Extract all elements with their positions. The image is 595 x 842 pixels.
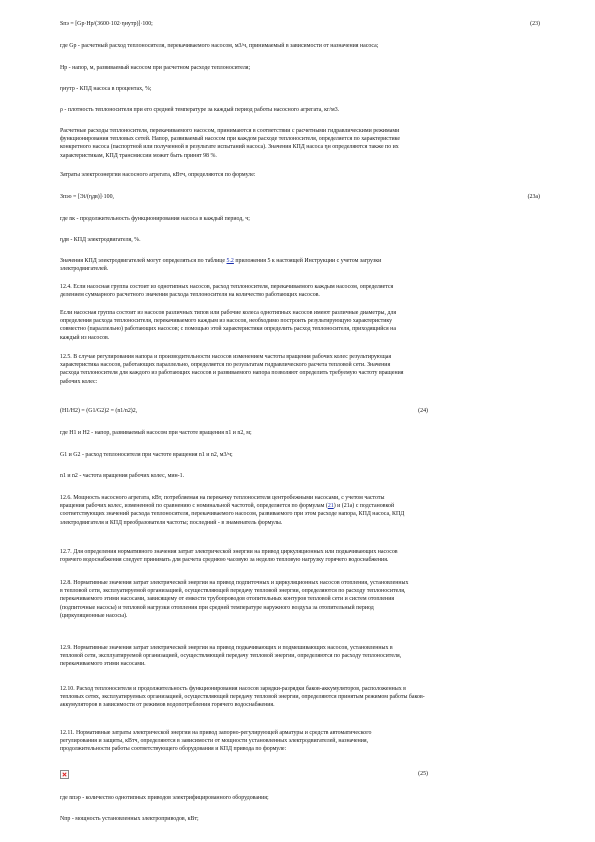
text-line: в тепловой сети, эксплуатируемой организацией, осуществляющей передачу тепловой энергии, определяются по расходу теплоносителя, xyxy=(60,588,406,595)
paragraph-12-4 xyxy=(60,283,540,299)
paragraph-gr-definition: где Gр - расчетный расход теплоносителя, перекачиваемого насосом, м3/ч, принимаемый в зависимости от назначения насоса; xyxy=(60,43,379,49)
text-line: расхода теплоносителя для каждого из работающих насосов и развиваемого напора позволяют определить требуемую частоту вращения xyxy=(60,370,404,377)
text-line: электродвигателя и КПД преобразователя частоты; последний - в знаменатель формулы. xyxy=(60,519,283,526)
paragraph-hr-definition: Hр - напор, м, развиваемый насосом при расчетном расходе теплоносителя; xyxy=(60,65,251,71)
paragraph-12-10 xyxy=(60,685,540,710)
paragraph-flow-definition: G1 и G2 - расход теплоносителя при частоте вращения n1 и n2, м3/ч; xyxy=(60,452,233,458)
paragraph-12-5 xyxy=(60,353,540,386)
equation-24-number: (24) xyxy=(418,408,428,414)
text-fragment: вращения рабочих колес, измененной по сравнению с номинальной частотой, определяется по формулам ( xyxy=(60,503,328,510)
equation-25-number: (25) xyxy=(418,771,428,777)
text-line: электродвигателей. xyxy=(60,266,109,273)
paragraph-energy-formula-intro: Затраты электроэнергии насосного агрегата, кВтч, определяются по формуле: xyxy=(60,172,256,178)
paragraph-head-definition: где H1 и H2 - напор, развиваемый насосом при частоте вращения n1 и n2, м; xyxy=(60,430,252,436)
equation-23a-number: (23а) xyxy=(527,194,540,200)
text-line: перекачиваемого этими насосами, зависящему от емкости трубопроводов отопительных контуров тепловой сети и систем отопления xyxy=(60,596,395,603)
paragraph-motor-table-reference xyxy=(60,257,540,273)
text-line: (подпиточные насосы) и тепловой нагрузки отопления при средней температуре наружного воздуха за отопительный период xyxy=(60,604,374,611)
text-line: определения расхода теплоносителя, перекачиваемого каждым из насосов, необходимо построить результирующую характеристику xyxy=(60,318,393,325)
text-line: соответствующих значений расхода теплоносителя, перекачиваемого насосом, развиваемого при этом расходе напора, КПД насоса, КПД xyxy=(60,511,405,518)
text-fragment: приложения 5 к настоящей Инструкции с учетом загрузки xyxy=(233,258,382,264)
formula-21-link[interactable]: 21 xyxy=(327,503,334,510)
text-line: совместно (параллельно) работающих насосов; с помощью этой характеристики определить расход теплоносителя, приходящийся на xyxy=(60,326,396,333)
broken-image-icon xyxy=(60,770,69,779)
paragraph-duration-definition: где nк - продолжительность функционирования насоса в каждый период, ч; xyxy=(60,216,250,222)
text-line: перекачиваемого этими насосами. xyxy=(60,661,146,668)
equation-23-formula: Sпэ = [Gр·Hр/(3600·102·ηнутр)]·100; xyxy=(60,21,153,27)
text-line: характеристикам, КПД трансмиссии может быть принят 98 %. xyxy=(60,152,217,159)
text-fragment: ) и (21а) с подстановкой xyxy=(333,503,395,510)
paragraph-drive-power: Nпр - мощность установленных электроприводов, кВт; xyxy=(60,816,199,822)
paragraph-motor-efficiency: ηдв - КПД электродвигателя, %. xyxy=(60,237,141,243)
text-line: Расчетные расходы теплоносителя, перекачиваемого насосом, принимаются в соответствии с расчетными гидравлическими режимами xyxy=(60,128,400,134)
text-line: делением суммарного расчетного значения расхода теплоносителя на количество работающих насосов. xyxy=(60,292,320,299)
equation-24-formula: (H1/H2) = (G1/G2)2 = (n1/n2)2, xyxy=(60,408,138,414)
text-line: функционирования тепловых сетей. Напор, развиваемый насосом при каждом расходе теплоносителя, определяется по характеристике xyxy=(60,136,400,143)
equation-23-number: (23) xyxy=(530,21,540,27)
equation-25 xyxy=(60,770,540,779)
paragraph-12-6 xyxy=(60,494,540,527)
text-line: 12.4. Если насосная группа состоит из однотипных насосов, расход теплоносителя, перекачиваемого каждым насосом, определяется xyxy=(60,284,394,290)
text-line: тепловой сети, эксплуатируемой организацией, осуществляющей передачу тепловой энергии, определяются по расходу теплоносителя, xyxy=(60,653,402,660)
paragraph-12-11 xyxy=(60,729,540,754)
text-line: 12.8. Нормативные значения затрат электрической энергии на привод подпиточных и циркуляционных насосов отопления, установленных xyxy=(60,580,409,586)
text-line: рабочих колес: xyxy=(60,378,98,385)
paragraph-12-8 xyxy=(60,579,540,620)
text-line: каждый из насосов. xyxy=(60,334,110,341)
text-line: продолжительности работы соответствующего оборудования и КПД привода по формуле: xyxy=(60,746,287,753)
table-5-2-link[interactable]: 5.2 xyxy=(226,258,234,264)
text-line: 12.5. В случае регулирования напора и производительности насосов изменением частоты вращения рабочих колес результирующая xyxy=(60,354,392,360)
paragraph-rotation-definition: n1 и n2 - частота вращения рабочих колес, мин-1. xyxy=(60,473,185,479)
paragraph-12-7 xyxy=(60,548,540,564)
text-fragment: Значения КПД электродвигателей могут определяться по таблице xyxy=(60,258,227,264)
text-line: 12.11. Нормативные затраты электрической энергии на привод запорно-регулирующей арматуры и средств автоматического xyxy=(60,730,372,736)
text-line: (циркуляционные насосы). xyxy=(60,612,128,619)
text-line: 12.9. Нормативные значения затрат электрической энергии на привод подкачивающих и подмешивающих насосов, установленных в xyxy=(60,645,393,651)
text-line: 12.6. Мощность насосного агрегата, кВт, потребляемая на перекачку теплоносителя центробежными насосами, с учетом частоты xyxy=(60,495,385,501)
text-line: конкретного насоса (паспортной или полученной в результате испытаний насоса). Значения КПД насоса ηн определяются также по их xyxy=(60,144,399,151)
text-line: горячего водоснабжения следует принимать для расчета среднюю часовую за неделю тепловую нагрузку горячего водоснабжения. xyxy=(60,557,389,564)
equation-23a xyxy=(60,193,540,202)
equation-23 xyxy=(60,20,540,29)
text-line xyxy=(60,257,540,265)
paragraph-density-definition: ρ - плотность теплоносителя при его средней температуре за каждый период работы насосного агрегата, кг/м3. xyxy=(60,107,340,113)
text-line xyxy=(60,502,540,510)
text-line: тепловых сетях, эксплуатируемых организацией, осуществляющей передачу тепловой энергии, определяются принятым режимом работы баков- xyxy=(60,694,425,701)
paragraph-drive-count: где nпэр - количество однотипных приводов электрифицированного оборудования; xyxy=(60,795,269,801)
text-line: аккумуляторов в зависимости от режимов водопотребления горячего водоснабжения. xyxy=(60,702,275,709)
text-line: 12.7. Для определения нормативного значения затрат электрической энергии на привод циркуляционных или подкачивающих насосов xyxy=(60,549,398,555)
text-line: 12.10. Расход теплоносителя и продолжительность функционирования насосов зарядки-разрядки баков-аккумуляторов, расположенных в xyxy=(60,686,406,692)
text-line: характеристика насосов, работающих параллельно, определяется по результатам гидравлического расчета тепловой сети. Значения xyxy=(60,362,391,369)
text-line: Если насосная группа состоит из насосов различных типов или рабочие колеса однотипных насосов имеют различные диаметры, для xyxy=(60,310,397,316)
paragraph-12-9 xyxy=(60,644,540,669)
equation-24 xyxy=(60,407,540,416)
paragraph-design-flows xyxy=(60,127,540,160)
paragraph-different-pumps xyxy=(60,309,540,342)
text-line: регулирования и защиты, кВтч, определяются в зависимости от мощности установленных электродвигателей, назначения, xyxy=(60,738,369,745)
paragraph-pump-efficiency: ηнутр - КПД насоса в процентах, %; xyxy=(60,86,152,92)
equation-23a-formula: Зпэо = [Эi/(ηдв)]·100, xyxy=(60,194,114,200)
